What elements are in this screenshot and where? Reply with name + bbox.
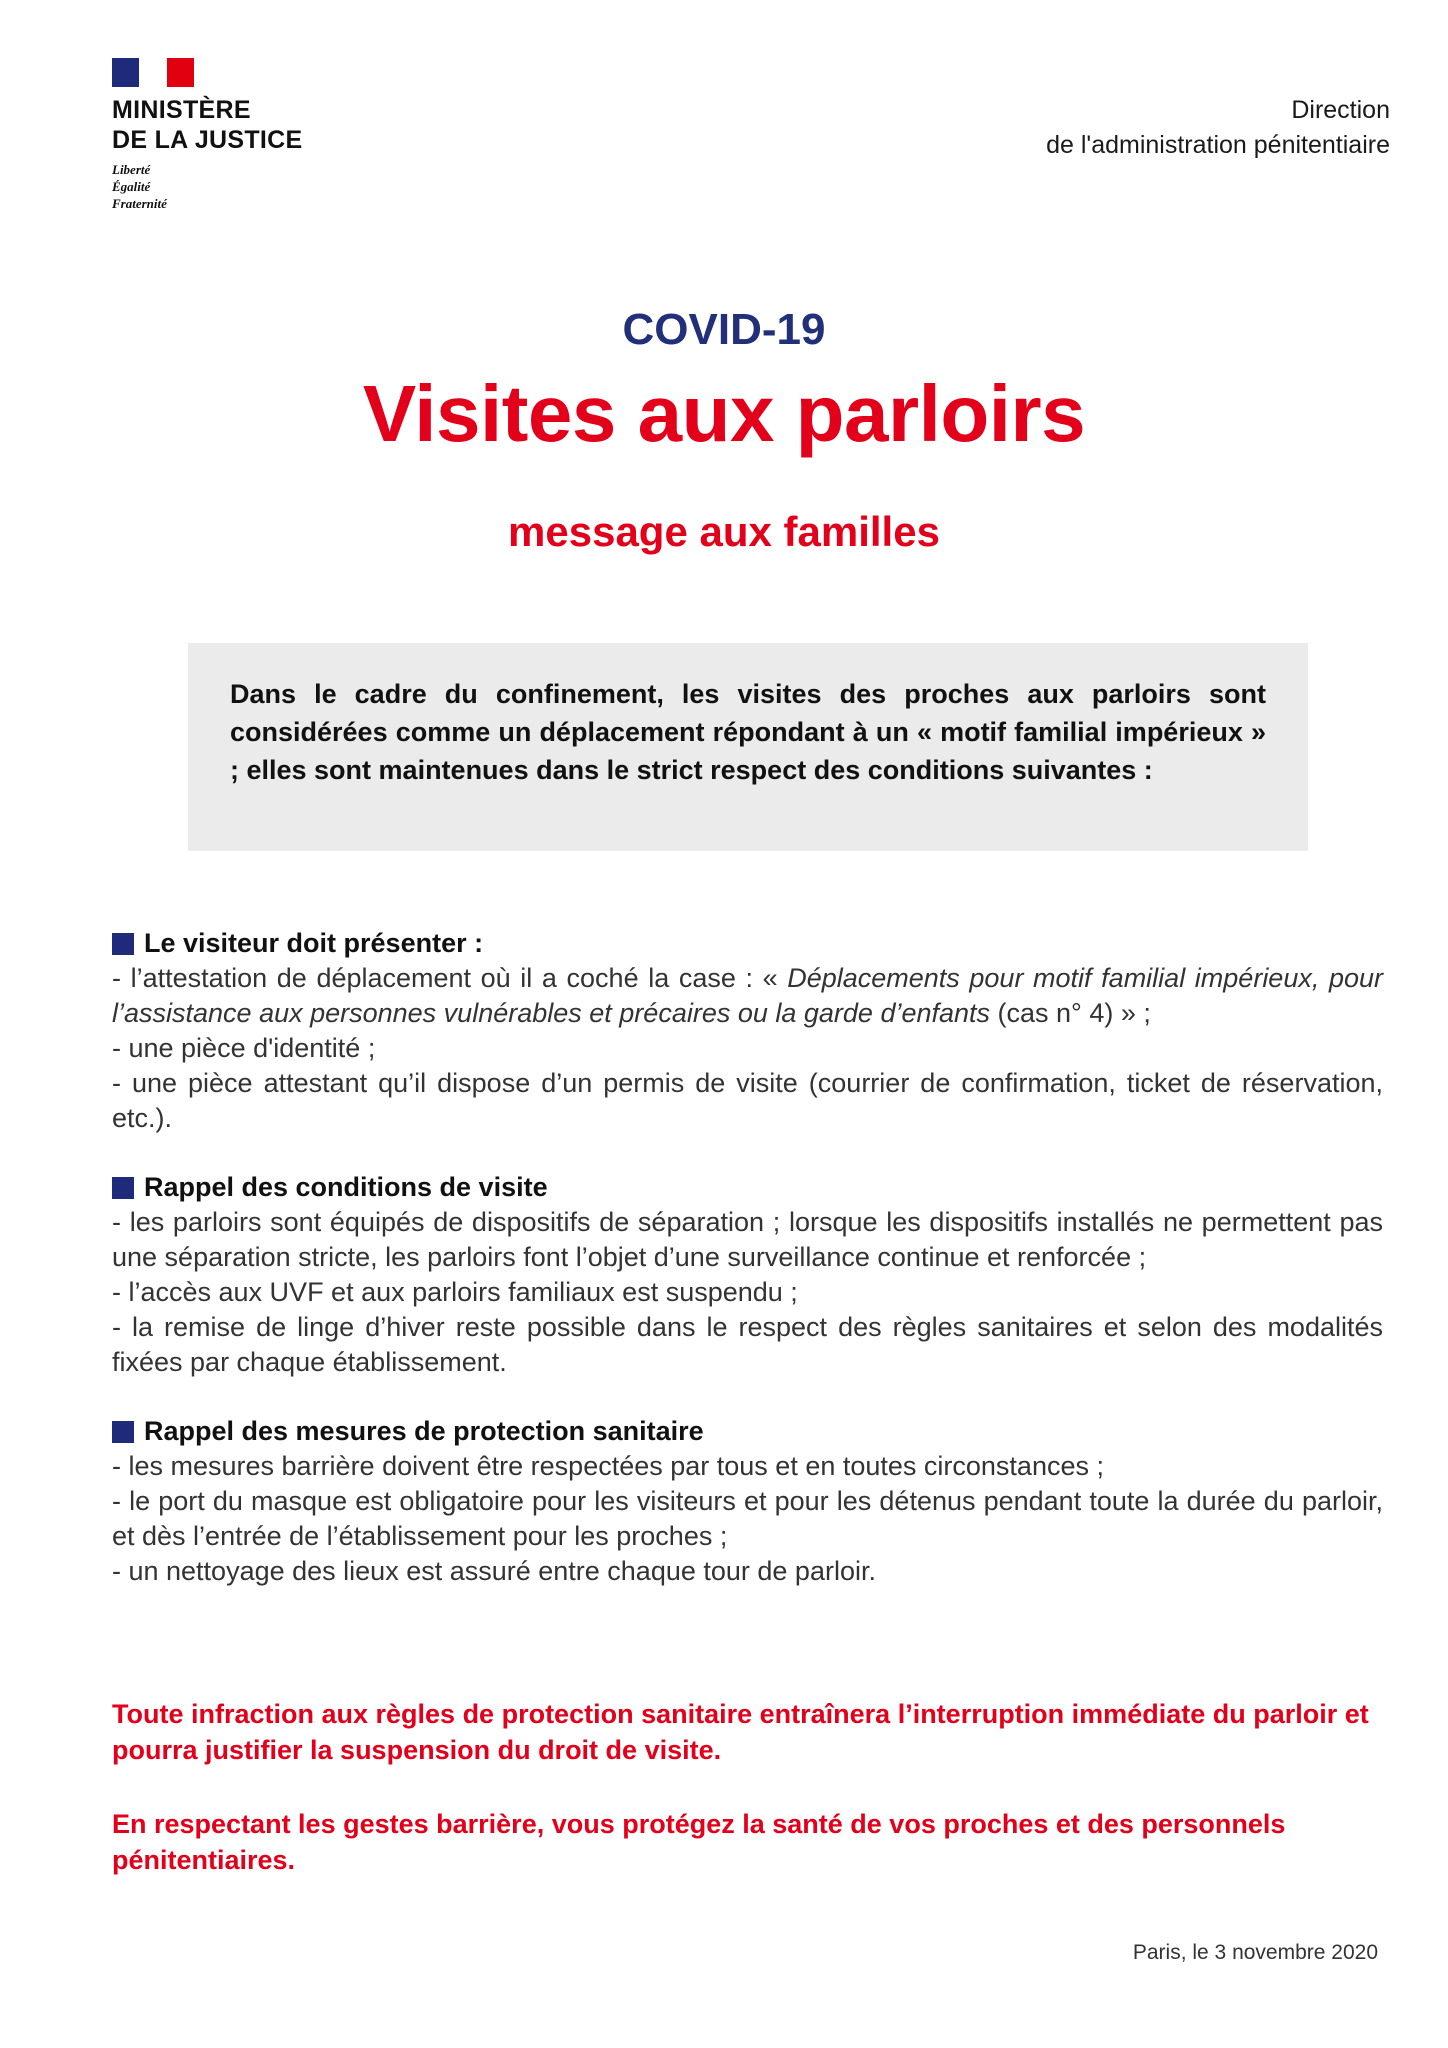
list-item: - l’accès aux UVF et aux parloirs familiaux est suspendu ; xyxy=(112,1277,798,1307)
section-heading-text: Rappel des mesures de protection sanitaire xyxy=(144,1416,704,1446)
conditions-sections xyxy=(112,926,1383,1623)
barrier-gestures-message: En respectant les gestes barrière, vous protégez la santé de vos proches et des personnels pénitentiaires. xyxy=(112,1809,1286,1875)
section-heading-text: Rappel des conditions de visite xyxy=(144,1172,548,1202)
intro-text: Dans le cadre du confinement, les visites des proches aux parloirs sont considérées comme un déplacement répondant à un « motif familial impérieux » ; elles sont maintenues dans le strict respect des conditions suivantes : xyxy=(230,679,1266,785)
motto-liberte: Liberté xyxy=(112,162,151,177)
list-item: - le port du masque est obligatoire pour les visiteurs et pour les détenus pendant toute la durée du parloir, et dès l’entrée de l’établissement pour les proches ; xyxy=(112,1486,1383,1551)
page-subtitle: message aux familles xyxy=(508,508,940,555)
page-title: Visites aux parloirs xyxy=(362,369,1086,458)
square-bullet-icon xyxy=(112,1421,134,1443)
direction-line2: de l'administration pénitentiaire xyxy=(1046,131,1390,159)
list-item-text: - l’attestation de déplacement où il a coché la case : « xyxy=(112,963,788,993)
list-item-text: (cas n° 4) » ; xyxy=(990,998,1151,1028)
motto-egalite: Égalité xyxy=(112,179,151,194)
list-item: - un nettoyage des lieux est assuré entre chaque tour de parloir. xyxy=(112,1556,876,1586)
french-flag-icon xyxy=(112,58,194,87)
intro-box xyxy=(188,643,1308,851)
republic-motto xyxy=(112,161,372,212)
section-visitor-documents xyxy=(112,926,1383,1136)
list-item xyxy=(112,961,1383,1031)
infraction-warning: Toute infraction aux règles de protection sanitaire entraînera l’interruption immédiate du parloir et pourra justifier la suspension du droit de visite. xyxy=(112,1699,1369,1765)
section-heading xyxy=(112,1414,1383,1449)
direction-line1: Direction xyxy=(1291,96,1390,124)
list-item: - une pièce d'identité ; xyxy=(112,1033,376,1063)
document-date: Paris, le 3 novembre 2020 xyxy=(1132,1941,1378,1964)
covid-heading: COVID-19 xyxy=(622,305,826,354)
square-bullet-icon xyxy=(112,933,134,955)
direction-label xyxy=(1046,93,1390,163)
list-item: - les mesures barrière doivent être respectées par tous et en toutes circonstances ; xyxy=(112,1451,1104,1481)
list-item: - les parloirs sont équipés de dispositifs de séparation ; lorsque les dispositifs installés ne permettent pas une séparation stricte, les parloirs font l’objet d’une surveillance continue et renforcée ; xyxy=(112,1207,1383,1272)
section-visit-conditions xyxy=(112,1170,1383,1380)
ministry-logo xyxy=(112,58,372,212)
section-sanitary-measures xyxy=(112,1414,1383,1589)
list-item-italic-text: Déplacements pour motif familial impérieux, pour l’assistance aux personnes vulnérables et précaires ou la garde d’enfants xyxy=(112,963,1383,1028)
section-heading xyxy=(112,1170,1383,1205)
section-heading-text: Le visiteur doit présenter : xyxy=(144,928,484,958)
list-item: - une pièce attestant qu’il dispose d’un permis de visite (courrier de confirmation, ticket de réservation, etc.). xyxy=(112,1068,1383,1133)
motto-fraternite: Fraternité xyxy=(112,196,167,211)
section-heading xyxy=(112,926,1383,961)
ministry-name-line2: DE LA JUSTICE xyxy=(112,126,303,154)
list-item: - la remise de linge d’hiver reste possible dans le respect des règles sanitaires et selon des modalités fixées par chaque établissement. xyxy=(112,1312,1383,1377)
ministry-name-line1: MINISTÈRE xyxy=(112,96,251,124)
square-bullet-icon xyxy=(112,1177,134,1199)
